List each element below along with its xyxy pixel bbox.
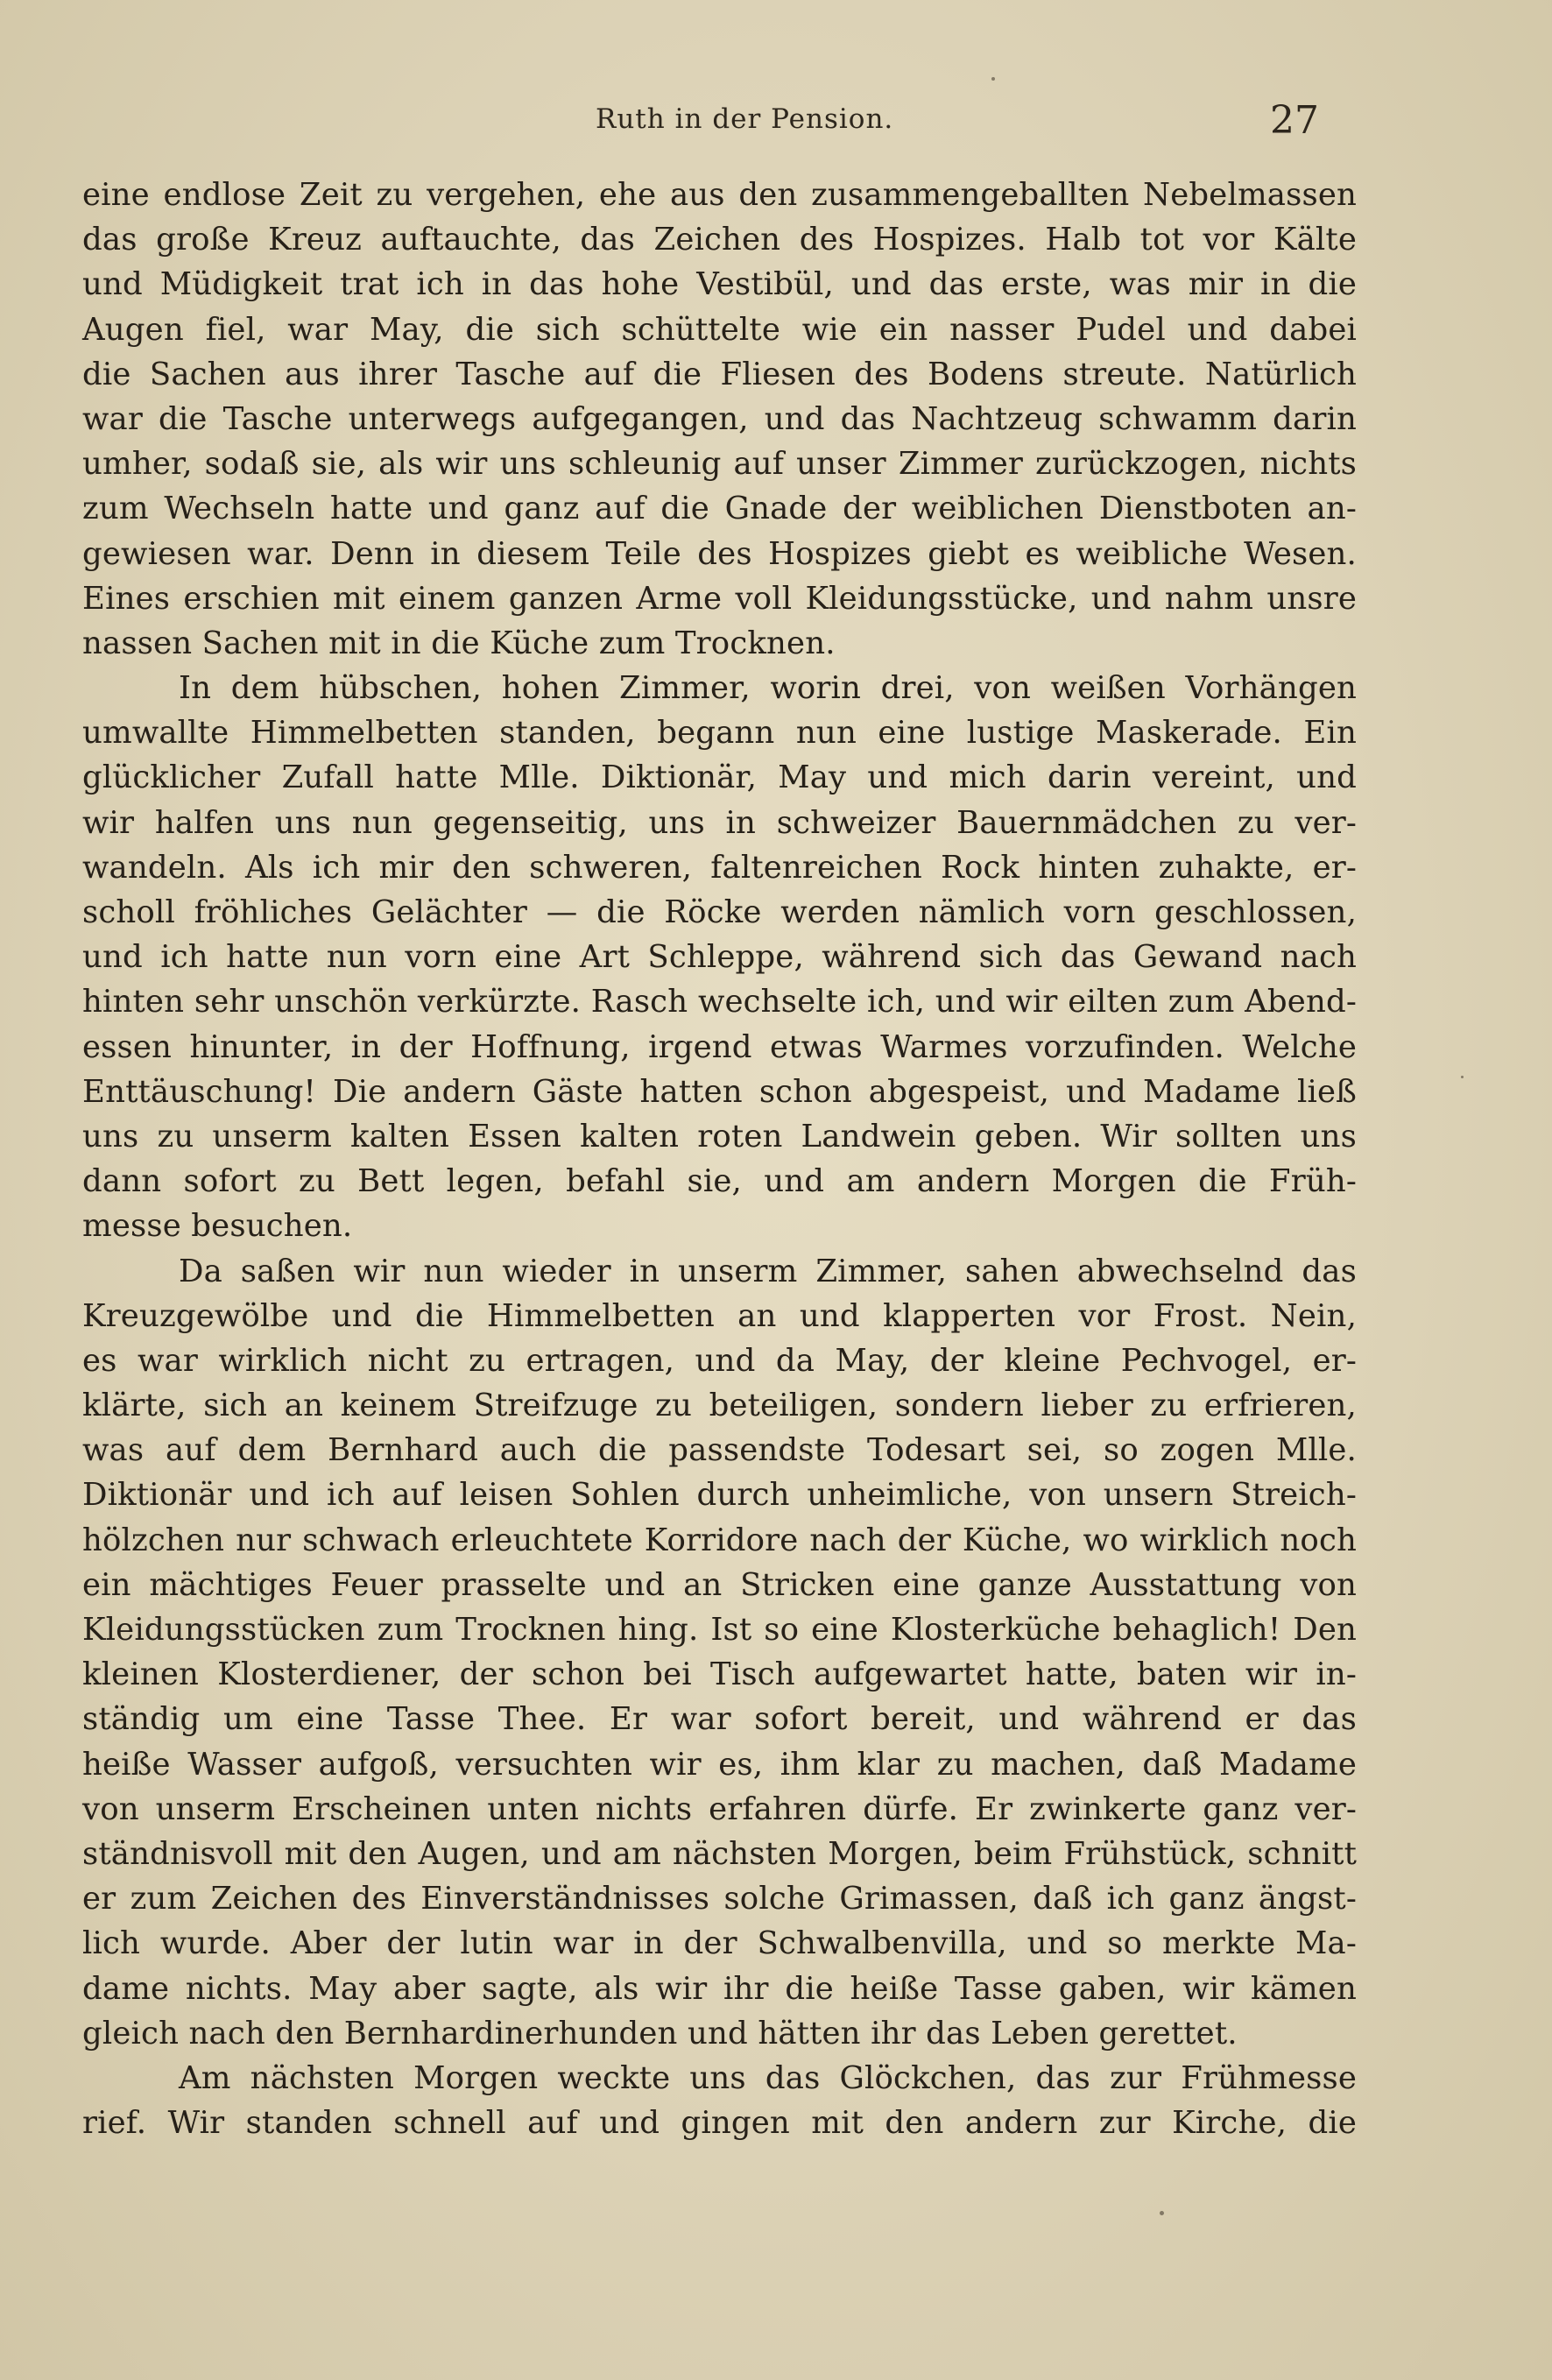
text-line: ständig um eine Tasse Thee. Er war sofort bereit, und während er das	[82, 1701, 1357, 1738]
page-number: 27	[1270, 98, 1319, 143]
print-speck	[991, 77, 995, 81]
text-line: die Sachen aus ihrer Tasche auf die Fliesen des Bodens streute. Natürlich	[82, 356, 1357, 392]
text-line: scholl fröhliches Gelächter — die Röcke werden nämlich vorn geschlossen,	[82, 894, 1357, 930]
print-speck	[1461, 1076, 1464, 1078]
text-line: Enttäuschung! Die andern Gäste hatten schon abgespeist, und Madame ließ	[82, 1073, 1357, 1110]
text-line: ein mächtiges Feuer prasselte und an Stricken eine ganze Ausstattung von	[82, 1566, 1357, 1603]
text-line: dann sofort zu Bett legen, befahl sie, und am andern Morgen die Früh-	[82, 1163, 1357, 1200]
text-line: kleinen Klosterdiener, der schon bei Tisch aufgewartet hatte, baten wir in-	[82, 1656, 1357, 1693]
text-line: wir halfen uns nun gegenseitig, uns in schweizer Bauernmädchen zu ver-	[82, 804, 1357, 841]
text-line: eine endlose Zeit zu vergehen, ehe aus den zusammengeballten Nebelmassen	[82, 177, 1357, 213]
running-title: Ruth in der Pension.	[596, 103, 894, 135]
text-line: lich wurde. Aber der lutin war in der Schwalbenvilla, und so merkte Ma-	[82, 1925, 1357, 1962]
text-line: von unserm Erscheinen unten nichts erfahren dürfe. Er zwinkerte ganz ver-	[82, 1790, 1357, 1827]
text-line: rief. Wir standen schnell auf und gingen mit den andern zur Kirche, die	[82, 2105, 1357, 2142]
text-line: war die Tasche unterwegs aufgegangen, und das Nachtzeug schwamm darin	[82, 400, 1357, 437]
text-line: Kreuzgewölbe und die Himmelbetten an und klapperten vor Frost. Nein,	[82, 1297, 1357, 1334]
text-line: heiße Wasser aufgoß, versuchten wir es, ihm klar zu machen, daß Madame	[82, 1746, 1357, 1783]
text-line: Kleidungsstücken zum Trocknen hing. Ist so eine Klosterküche behaglich! Den	[82, 1612, 1357, 1648]
body-text	[82, 173, 1357, 2145]
text-line: messe besuchen.	[82, 1208, 353, 1245]
text-line: nassen Sachen mit in die Küche zum Trocknen.	[82, 625, 836, 661]
text-line: und ich hatte nun vorn eine Art Schleppe, während sich das Gewand nach	[82, 939, 1357, 976]
text-line: Diktionär und ich auf leisen Sohlen durch unheimliche, von unsern Streich-	[82, 1477, 1357, 1514]
text-line: hinten sehr unschön verkürzte. Rasch wechselte ich, und wir eilten zum Abend-	[82, 984, 1357, 1021]
print-speck	[1160, 2211, 1164, 2215]
text-line: essen hinunter, in der Hoffnung, irgend etwas Warmes vorzufinden. Welche	[82, 1028, 1357, 1065]
text-line: ständnisvoll mit den Augen, und am nächsten Morgen, beim Frühstück, schnitt	[82, 1835, 1357, 1872]
text-line: klärte, sich an keinem Streifzuge zu beteiligen, sondern lieber zu erfrieren,	[82, 1388, 1357, 1424]
text-line: dame nichts. May aber sagte, als wir ihr die heiße Tasse gaben, wir kämen	[82, 1970, 1357, 2007]
text-line: umwallte Himmelbetten standen, begann nun eine lustige Maskerade. Ein	[82, 715, 1357, 752]
running-head	[0, 98, 1552, 151]
text-line: Augen fiel, war May, die sich schüttelte wie ein nasser Pudel und dabei	[82, 311, 1357, 348]
text-line: zum Wechseln hatte und ganz auf die Gnade der weiblichen Dienstboten an-	[82, 491, 1357, 527]
text-line: gewiesen war. Denn in diesem Teile des Hospizes giebt es weibliche Wesen.	[82, 535, 1357, 572]
text-line: hölzchen nur schwach erleuchtete Korridore nach der Küche, wo wirklich noch	[82, 1522, 1357, 1558]
text-line: wandeln. Als ich mir den schweren, faltenreichen Rock hinten zuhakte, er-	[82, 849, 1357, 886]
text-line: das große Kreuz auftauchte, das Zeichen des Hospizes. Halb tot vor Kälte	[82, 222, 1357, 258]
text-line: Da saßen wir nun wieder in unserm Zimmer, sahen abwechselnd das	[179, 1253, 1357, 1289]
text-line: gleich nach den Bernhardinerhunden und hätten ihr das Leben gerettet.	[82, 2015, 1238, 2052]
text-line: glücklicher Zufall hatte Mlle. Diktionär, May und mich darin vereint, und	[82, 759, 1357, 796]
text-line: Eines erschien mit einem ganzen Arme voll Kleidungsstücke, und nahm unsre	[82, 580, 1357, 617]
text-line: umher, sodaß sie, als wir uns schleunig auf unser Zimmer zurückzogen, nichts	[82, 446, 1357, 483]
text-line: was auf dem Bernhard auch die passendste Todesart sei, so zogen Mlle.	[82, 1432, 1357, 1469]
text-line: Am nächsten Morgen weckte uns das Glöckchen, das zur Frühmesse	[179, 2059, 1357, 2096]
text-line: er zum Zeichen des Einverständnisses solche Grimassen, daß ich ganz ängst-	[82, 1881, 1357, 1917]
text-line: In dem hübschen, hohen Zimmer, worin drei, von weißen Vorhängen	[179, 670, 1357, 707]
text-line: uns zu unserm kalten Essen kalten roten Landwein geben. Wir sollten uns	[82, 1118, 1357, 1155]
text-line: es war wirklich nicht zu ertragen, und da May, der kleine Pechvogel, er-	[82, 1342, 1357, 1379]
text-line: und Müdigkeit trat ich in das hohe Vestibül, und das erste, was mir in die	[82, 266, 1357, 303]
